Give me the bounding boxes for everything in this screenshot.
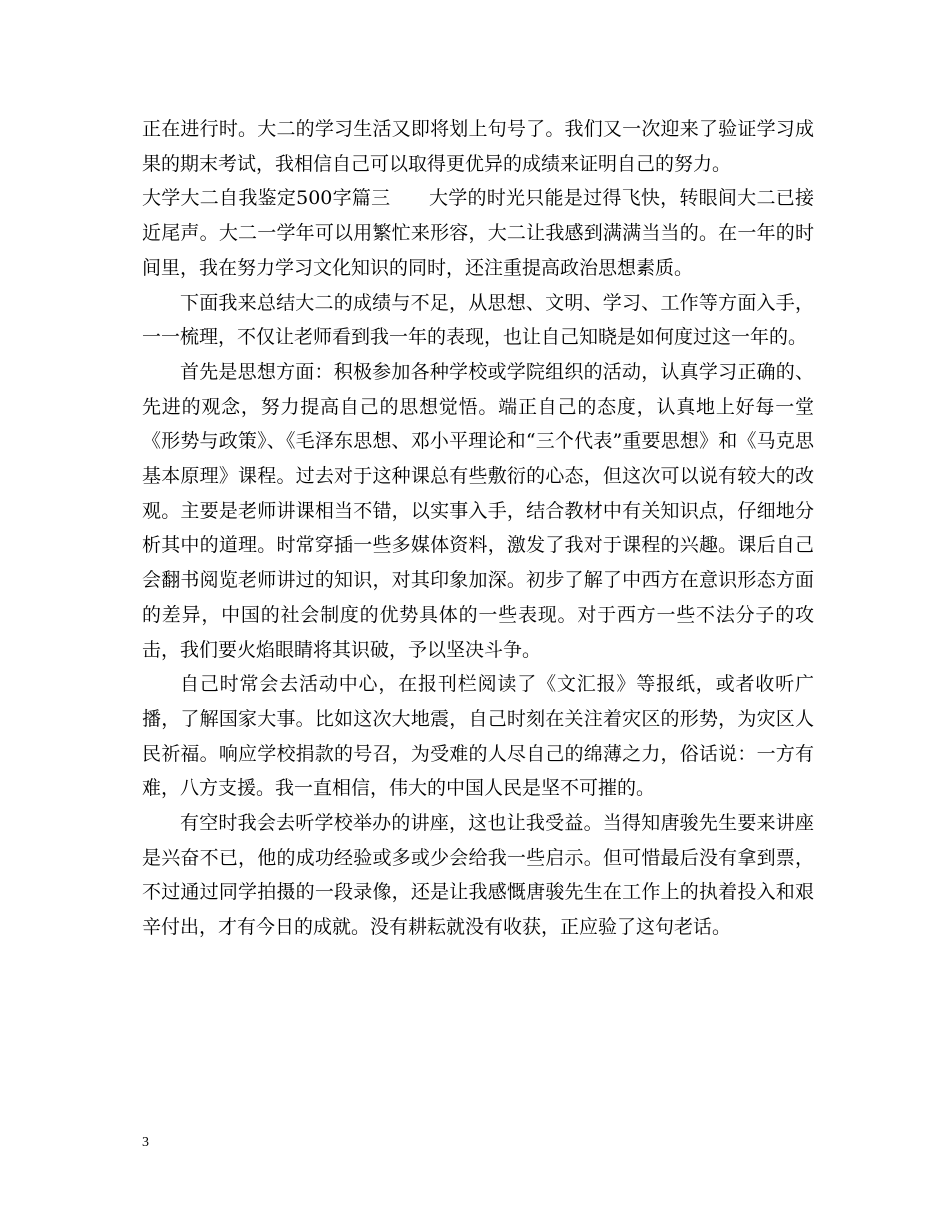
paragraph-continuation: 正在进行时。大二的学习生活又即将划上句号了。我们又一次迎来了验证学习成果的期末考试，我相信自己可以取得更优异的成绩来证明自己的努力。 [142, 118, 814, 175]
paragraph-lectures: 有空时我会去听学校举办的讲座，这也让我受益。当得知唐骏先生要来讲座是兴奋不已，他的成功经验或多或少会给我一些启示。但可惜最后没有拿到票，不过通过同学拍摄的一段录像，还是让我感慨唐骏先生在工作上的执着投入和艰辛付出，才有今日的成就。没有耕耘就没有收获，正应验了这句老话。 [142, 812, 814, 939]
section-heading: 大学大二自我鉴定500字篇三 [142, 187, 391, 210]
heading-gap [390, 187, 429, 209]
page-number: 3 [142, 1135, 149, 1150]
paragraph-current-affairs: 自己时常会去活动中心，在报刊栏阅读了《文汇报》等报纸，或者收听广播，了解国家大事。比如这次大地震，自己时刻在关注着灾区的形势，为灾区人民祈福。响应学校捐款的号召，为受难的人尽自己的绵薄之力，俗话说：一方有难，八方支援。我一直相信，伟大的中国人民是坚不可摧的。 [142, 673, 814, 800]
paragraph-ideology: 首先是思想方面：积极参加各种学校或学院组织的活动，认真学习正确的、先进的观念，努力提高自己的思想觉悟。端正自己的态度，认真地上好每一堂《形势与政策》、《毛泽东思想、邓小平理论和“三个代表”重要思想》和《马克思基本原理》课程。过去对于这种课总有些敷衍的心态，但这次可以说有较大的改观。主要是老师讲课相当不错，以实事入手，结合教材中有关知识点，仔细地分析其中的道理。时常穿插一些多媒体资料，激发了我对于课程的兴趣。课后自己会翻书阅览老师讲过的知识，对其印象加深。初步了解了中西方在意识形态方面的差异，中国的社会制度的优势具体的一些表现。对于西方一些不法分子的攻击，我们要火焰眼睛将其识破，予以坚决斗争。 [142, 360, 814, 661]
paragraph-summary-intro: 下面我来总结大二的成绩与不足，从思想、文明、学习、工作等方面入手，一一梳理，不仅让老师看到我一年的表现，也让自己知晓是如何度过这一年的。 [142, 291, 814, 349]
document-body [142, 112, 814, 945]
paragraph-text: 大学的时光只能是过得飞快，转眼间大二已接近尾声。大二一学年可以用繁忙来形容，大二让我感到满满当当的。在一年的时间里，我在努力学习文化知识的同时，还注重提高政治思想素质。 [142, 187, 814, 279]
paragraph-section-three [142, 181, 814, 285]
